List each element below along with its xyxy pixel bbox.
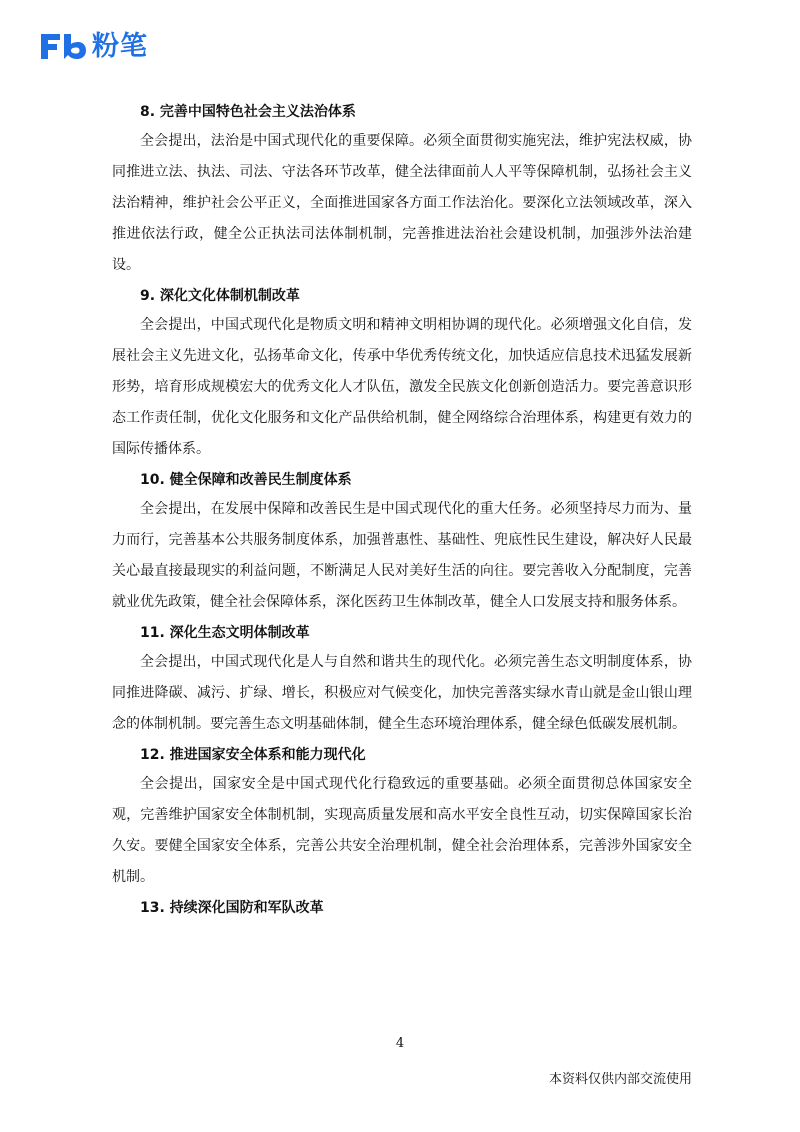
section-heading: 13. 持续深化国防和军队改革 [140, 900, 324, 916]
section-heading: 10. 健全保障和改善民生制度体系 [140, 472, 352, 488]
section-8 [112, 99, 692, 281]
logo-text: 粉笔 [92, 30, 148, 62]
section-paragraph: 全会提出，中国式现代化是物质文明和精神文明相协调的现代化。必须增强文化自信，发展社会主义先进文化，弘扬革命文化，传承中华优秀传统文化，加快适应信息技术迅猛发展新形势，培育形成规模宏大的优秀文化人才队伍，激发全民族文化创新创造活力。要完善意识形态工作责任制，优化文化服务和文化产品供给机制，健全网络综合治理体系，构建更有效力的国际传播体系。 [112, 317, 692, 457]
footer-note: 本资料仅供内部交流使用 [548, 1072, 692, 1087]
section-10 [112, 467, 692, 618]
section-13 [112, 895, 692, 922]
section-heading: 12. 推进国家安全体系和能力现代化 [140, 747, 366, 763]
brand-logo [38, 30, 148, 62]
section-paragraph: 全会提出，国家安全是中国式现代化行稳致远的重要基础。必须全面贯彻总体国家安全观，完善维护国家安全体制机制，实现高质量发展和高水平安全良性互动，切实保障国家长治久安。要健全国家安全体系，完善公共安全治理机制，健全社会治理体系，完善涉外国家安全机制。 [112, 776, 692, 885]
section-12 [112, 742, 692, 893]
section-heading: 11. 深化生态文明体制改革 [140, 625, 310, 641]
page-number: 4 [395, 1036, 405, 1051]
section-heading: 9. 深化文化体制机制改革 [140, 288, 300, 304]
section-paragraph: 全会提出，中国式现代化是人与自然和谐共生的现代化。必须完善生态文明制度体系，协同推进降碳、减污、扩绿、增长，积极应对气候变化，加快完善落实绿水青山就是金山银山理念的体制机制。要完善生态文明基础体制，健全生态环境治理体系，健全绿色低碳发展机制。 [112, 654, 692, 732]
section-heading: 8. 完善中国特色社会主义法治体系 [140, 104, 356, 120]
document-body [112, 99, 692, 922]
fenbi-logo-icon [38, 30, 88, 62]
section-paragraph: 全会提出，在发展中保障和改善民生是中国式现代化的重大任务。必须坚持尽力而为、量力而行，完善基本公共服务制度体系，加强普惠性、基础性、兜底性民生建设，解决好人民最关心最直接最现实的利益问题，不断满足人民对美好生活的向往。要完善收入分配制度，完善就业优先政策，健全社会保障体系，深化医药卫生体制改革，健全人口发展支持和服务体系。 [112, 501, 692, 610]
section-paragraph: 全会提出，法治是中国式现代化的重要保障。必须全面贯彻实施宪法，维护宪法权威，协同推进立法、执法、司法、守法各环节改革，健全法律面前人人平等保障机制，弘扬社会主义法治精神，维护社会公平正义，全面推进国家各方面工作法治化。要深化立法领域改革，深入推进依法行政，健全公正执法司法体制机制，完善推进法治社会建设机制，加强涉外法治建设。 [112, 133, 692, 273]
section-9 [112, 283, 692, 465]
section-11 [112, 620, 692, 740]
